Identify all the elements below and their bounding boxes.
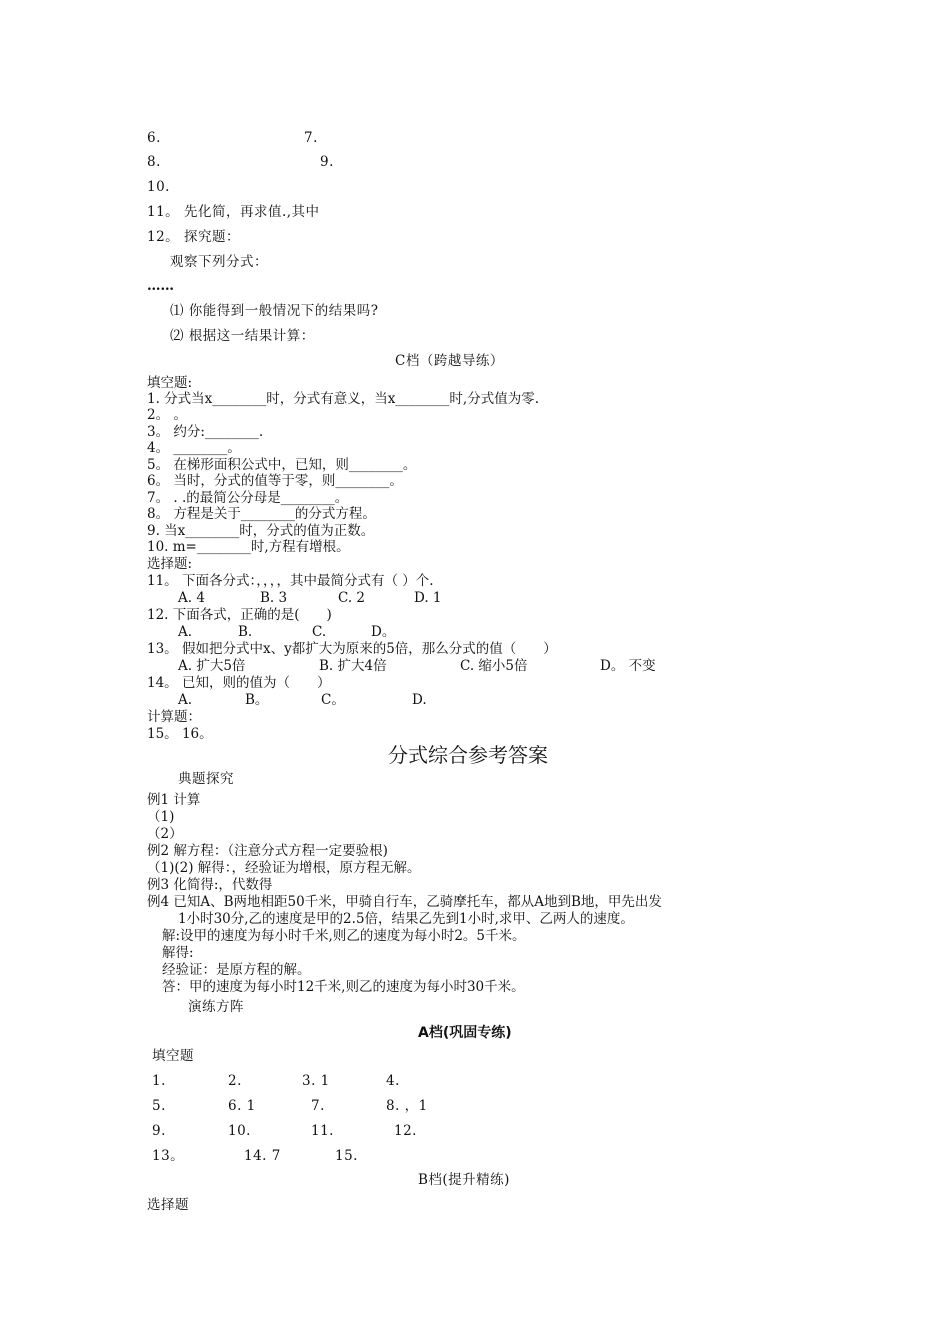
example-2-solution: （1)(2) 解得：，经验证为增根，原方程无解。 (147, 860, 421, 876)
q12-option-a: A. (178, 624, 193, 640)
q12-option-c: C. (312, 624, 327, 640)
fill-in-title: 填空题: (147, 375, 193, 391)
fill-item-9: 9. 当x________时，分式的值为正数。 (147, 523, 375, 539)
solution-answer: 答：甲的速度为每小时12千米,则乙的速度为每小时30千米。 (162, 979, 525, 995)
fill-item-1: 1. 分式当x________时，分式有意义，当x________时,分式值为零. (147, 391, 539, 407)
observe-text: 观察下列分式： (170, 254, 268, 270)
answer-2: 2. (228, 1073, 242, 1089)
answer-14: 14. 7 (244, 1148, 281, 1164)
fill-item-5: 5。 在梯形面积公式中，已知，则________。 (147, 457, 417, 473)
example-4: 例4 已知A、B两地相距50千米，甲骑自行车，乙骑摩托车，都从A地到B地，甲先出发 (147, 894, 662, 910)
q12-option-b: B. (238, 624, 253, 640)
answer-15: 15. (335, 1148, 358, 1164)
q14-option-a: A. (178, 692, 193, 708)
c-section-heading: C档（跨越导练） (395, 353, 504, 369)
choice-q13: 13。 假如把分式中x、y都扩大为原来的5倍，那么分式的值（ ） (147, 641, 557, 657)
item-8: 8. (147, 154, 161, 170)
item-12: 12。 探究题： (147, 229, 240, 245)
answer-1: 1. (152, 1073, 166, 1089)
typical-heading: 典题探究 (178, 771, 234, 787)
example-2: 例2 解方程：（注意分式方程一定要验根) (147, 843, 388, 859)
practice-heading: 演练方阵 (188, 999, 244, 1015)
fill-item-3: 3。 约分:________. (147, 424, 264, 440)
calc-items: 15。 16。 (147, 726, 213, 742)
example-1-part-a: （1) (147, 809, 175, 825)
fill-item-6: 6。 当时，分式的值等于零，则________。 (147, 473, 403, 489)
example-1-part-b: （2） (147, 826, 183, 842)
question-2: ⑵ 根据这一结果计算： (170, 328, 315, 344)
solution-result: 解得: (162, 945, 194, 961)
fill-item-10: 10. m=________时,方程有增根。 (147, 539, 350, 555)
answer-8: 8. ，1 (386, 1098, 428, 1114)
choice-heading: 选择题 (147, 1197, 189, 1213)
a-section-heading: A档(巩固专练) (418, 1025, 512, 1041)
q13-option-b: B. 扩大4倍 (319, 658, 387, 674)
item-11: 11。 先化简，再求值.,其中 (147, 204, 320, 220)
fill-item-2: 2。 。 (147, 407, 187, 423)
q11-option-d: D. 1 (414, 590, 442, 606)
fill-heading: 填空题 (152, 1048, 194, 1064)
question-1: ⑴ 你能得到一般情况下的结果吗? (170, 303, 379, 319)
choice-q12: 12. 下面各式，正确的是( ) (147, 607, 332, 623)
item-10: 10. (147, 179, 170, 195)
answer-3: 3. 1 (302, 1073, 330, 1089)
q11-option-a: A. 4 (178, 590, 205, 606)
answer-9: 9. (152, 1123, 166, 1139)
answer-4: 4. (386, 1073, 400, 1089)
q11-option-c: C. 2 (338, 590, 366, 606)
choice-title: 选择题: (147, 556, 193, 572)
calc-title: 计算题： (147, 709, 201, 725)
q13-option-d: D。 不变 (600, 658, 656, 674)
item-6: 6. (147, 130, 161, 146)
answer-5: 5. (152, 1098, 166, 1114)
ellipsis: …… (147, 278, 174, 294)
example-1: 例1 计算 (147, 792, 201, 808)
q12-option-d: D。 (371, 624, 396, 640)
q13-option-c: C. 缩小5倍 (460, 658, 528, 674)
fill-item-8: 8。 方程是关于________的分式方程。 (147, 506, 376, 522)
q14-option-c: C。 (321, 692, 345, 708)
answer-11: 11. (311, 1123, 334, 1139)
answer-12: 12. (394, 1123, 417, 1139)
fill-item-7: 7。 . .的最简公分母是________。 (147, 490, 349, 506)
q13-option-a: A. 扩大5倍 (178, 658, 246, 674)
answer-6: 6. 1 (228, 1098, 256, 1114)
q14-option-d: D. (412, 692, 427, 708)
answers-title: 分式综合参考答案 (388, 743, 548, 767)
choice-q11: 11。 下面各分式：，，，，其中最简分式有（ ）个. (147, 573, 434, 589)
solution-setup: 解:设甲的速度为每小时千米,则乙的速度为每小时2。5千米。 (162, 928, 526, 944)
item-7: 7. (304, 130, 318, 146)
example-4-continued: 1小时30分,乙的速度是甲的2.5倍，结果乙先到1小时,求甲、乙两人的速度。 (178, 911, 634, 927)
example-3: 例3 化简得:，代数得 (147, 877, 273, 893)
item-9: 9. (320, 154, 334, 170)
answer-7: 7. (311, 1098, 325, 1114)
q14-option-b: B。 (245, 692, 269, 708)
fill-item-4: 4。 ________。 (147, 440, 241, 456)
answer-10: 10. (228, 1123, 251, 1139)
answer-13: 13。 (152, 1148, 185, 1164)
solution-verify: 经验证：是原方程的解。 (162, 962, 311, 978)
q11-option-b: B. 3 (260, 590, 288, 606)
b-section-heading: B档(提升精练) (418, 1172, 510, 1188)
choice-q14: 14。 已知，则的值为（ ） (147, 675, 331, 691)
